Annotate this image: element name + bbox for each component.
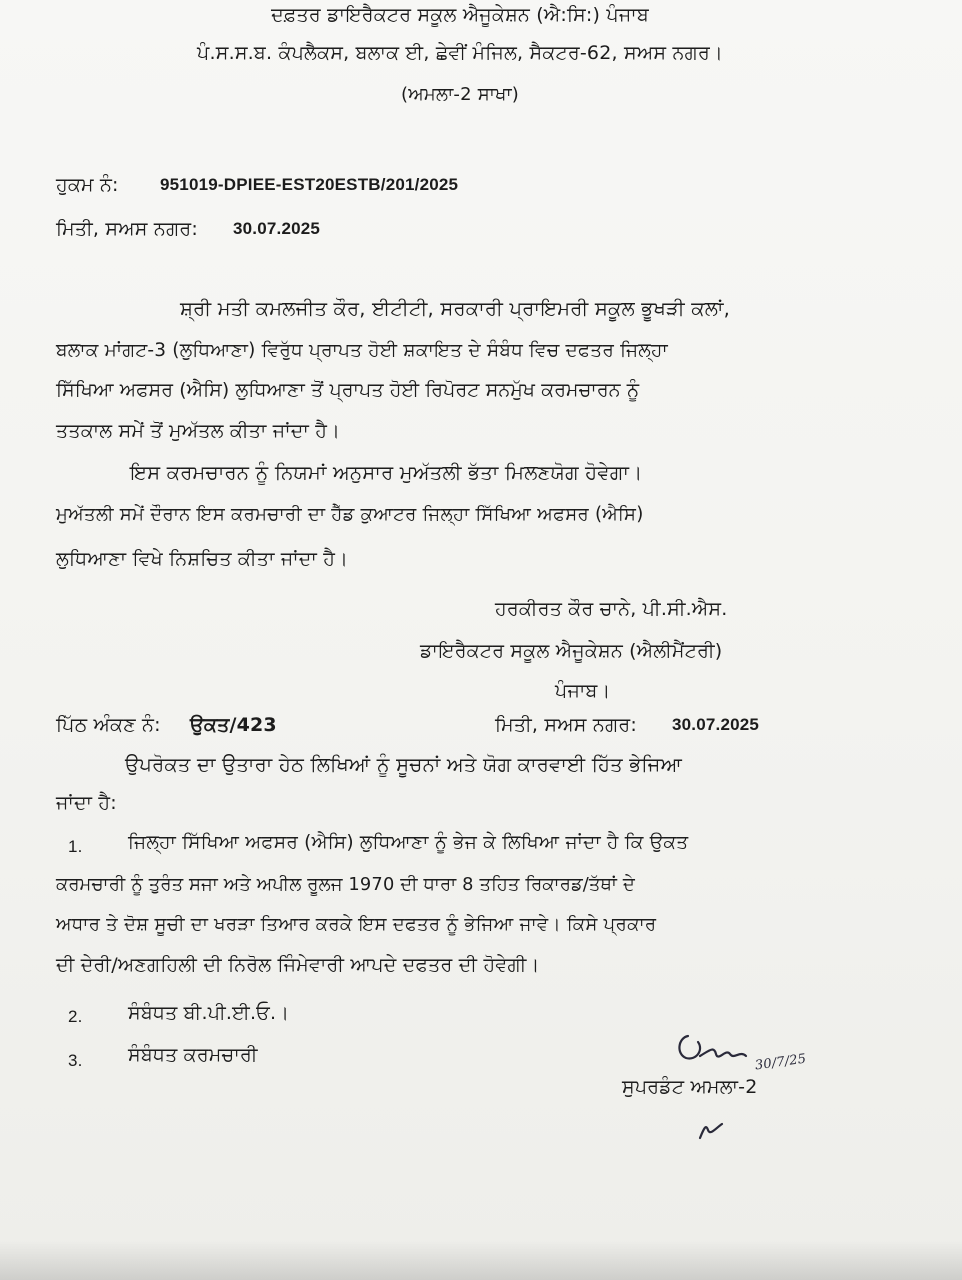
list-item-2-line-1: ਸੰਬੰਧਤ ਬੀ.ਪੀ.ਈ.ਓ.। (128, 1002, 290, 1024)
director-name: ਹਰਕੀਰਤ ਕੌਰ ਚਾਨੇ, ਪੀ.ਸੀ.ਐਸ. (495, 598, 728, 620)
endorsement-number: ਉਕਤ/423 (190, 714, 277, 736)
list-item-1-line-2: ਕਰਮਚਾਰੀ ਨੂੰ ਤੁਰੰਤ ਸਜਾ ਅਤੇ ਅਪੀਲ ਰੂਲਜ 1970 ਦੀ ਧਾਰਾ 8 ਤਹਿਤ ਰਿਕਾਰਡ/ਤੱਥਾਂ ਦੇ (56, 874, 635, 895)
para1-line-3: ਸਿੱਖਿਆ ਅਫਸਰ (ਐਸਿ) ਲੁਧਿਆਣਾ ਤੋਂ ਪ੍ਰਾਪਤ ਹੋਈ ਰਿਪੋਰਟ ਸਨਮੁੱਖ ਕਰਮਚਾਰਨ ਨੂੰ (56, 380, 640, 401)
para1-line-4: ਤਤਕਾਲ ਸਮੇਂ ਤੋਂ ਮੁਅੱਤਲ ਕੀਤਾ ਜਾਂਦਾ ਹੈ। (56, 420, 341, 442)
order-number-label: ਹੁਕਮ ਨੰ: (56, 174, 119, 196)
endorsement-intro-line-1: ਉਪਰੋਕਤ ਦਾ ਉਤਾਰਾ ਹੇਠ ਲਿਖਿਆਂ ਨੂੰ ਸੂਚਨਾਂ ਅਤੇ ਯੋਗ ਕਾਰਵਾਈ ਹਿੱਤ ਭੇਜਿਆ (125, 753, 683, 776)
order-number: 951019-DPIEE-EST20ESTB/201/2025 (160, 175, 459, 194)
list-item-number: 1. (68, 837, 83, 856)
endorsement-intro-line-2: ਜਾਂਦਾ ਹੈ: (56, 792, 117, 814)
list-item-3-line-1: ਸੰਬੰਧਤ ਕਰਮਚਾਰੀ (128, 1044, 258, 1066)
superintendent-designation: ਸੁਪਰਡੰਟ ਅਮਲਾ-2 (622, 1076, 758, 1098)
director-designation: ਡਾਇਰੈਕਟਰ ਸਕੂਲ ਐਜੂਕੇਸ਼ਨ (ਐਲੀਮੈਂਟਰੀ) (420, 640, 723, 662)
order-date: 30.07.2025 (233, 219, 321, 238)
para1-line-1: ਸ਼੍ਰੀ ਮਤੀ ਕਮਲਜੀਤ ਕੌਰ, ਈਟੀਟੀ, ਸਰਕਾਰੀ ਪ੍ਰਾਇਮਰੀ ਸਕੂਲ ਭੂਖੜੀ ਕਲਾਂ, (180, 297, 731, 320)
para2-line-2: ਮੁਅੱਤਲੀ ਸਮੇਂ ਦੌਰਾਨ ਇਸ ਕਰਮਚਾਰੀ ਦਾ ਹੈੱਡ ਕੁਆਟਰ ਜਿਲ੍ਹਾ ਸਿੱਖਿਆ ਅਫਸਰ (ਐਸਿ) (56, 504, 644, 525)
office-address: ਪੰ.ਸ.ਸ.ਬ. ਕੰਪਲੈਕਸ, ਬਲਾਕ ਈ, ਛੇਵੀਂ ਮੰਜਿਲ, ਸੈਕਟਰ-62, ਸਅਸ ਨਗਰ। (197, 42, 723, 64)
list-item-number: 3. (68, 1051, 83, 1070)
branch-name: (ਅਮਲਾ-2 ਸਾਖਾ) (400, 84, 520, 105)
endorsement-date: 30.07.2025 (672, 715, 760, 734)
superintendent-initial-date: 30/7/25 (754, 1051, 808, 1074)
director-state: ਪੰਜਾਬ। (555, 680, 611, 702)
list-item-1-line-3: ਅਧਾਰ ਤੇ ਦੋਸ਼ ਸੂਚੀ ਦਾ ਖਰੜਾ ਤਿਆਰ ਕਰਕੇ ਇਸ ਦਫਤਰ ਨੂੰ ਭੇਜਿਆ ਜਾਵੇ। ਕਿਸੇ ਪ੍ਰਕਾਰ (56, 914, 657, 935)
list-item-number: 2. (68, 1007, 83, 1026)
list-item-1-line-4: ਦੀ ਦੇਰੀ/ਅਣਗਹਿਲੀ ਦੀ ਨਿਰੋਲ ਜਿੰਮੇਵਾਰੀ ਆਪਦੇ ਦਫਤਰ ਦੀ ਹੋਵੇਗੀ। (56, 954, 540, 976)
endorsement-date-label: ਮਿਤੀ, ਸਅਸ ਨਗਰ: (495, 714, 637, 736)
para2-line-1: ਇਸ ਕਰਮਚਾਰਨ ਨੂੰ ਨਿਯਮਾਂ ਅਨੁਸਾਰ ਮੁਅੱਤਲੀ ਭੱਤਾ ਮਿਲਣਯੋਗ ਹੋਵੇਗਾ। (130, 461, 643, 484)
endorsement-number-label: ਪਿੱਠ ਅੰਕਣ ਨੰ: (56, 714, 161, 736)
page-edge-shadow (0, 1240, 962, 1280)
order-date-label: ਮਿਤੀ, ਸਅਸ ਨਗਰ: (56, 218, 198, 240)
para2-line-3: ਲੁਧਿਆਣਾ ਵਿਖੇ ਨਿਸ਼ਚਿਤ ਕੀਤਾ ਜਾਂਦਾ ਹੈ। (56, 548, 349, 570)
office-heading: ਦਫ਼ਤਰ ਡਾਇਰੈਕਟਰ ਸਕੂਲ ਐਜੂਕੇਸ਼ਨ (ਐ:ਸਿ:) ਪੰਜਾਬ (271, 4, 649, 26)
list-item-1-line-1: ਜਿਲ੍ਹਾ ਸਿੱਖਿਆ ਅਫਸਰ (ਐਸਿ) ਲੁਧਿਆਣਾ ਨੂੰ ਭੇਜ ਕੇ ਲਿਖਿਆ ਜਾਂਦਾ ਹੈ ਕਿ ਉਕਤ (128, 832, 689, 853)
para1-line-2: ਬਲਾਕ ਮਾਂਗਟ-3 (ਲੁਧਿਆਣਾ) ਵਿਰੁੱਧ ਪ੍ਰਾਪਤ ਹੋਈ ਸ਼ਕਾਇਤ ਦੇ ਸੰਬੰਧ ਵਿਚ ਦਫਤਰ ਜਿਲ੍ਹਾ (56, 340, 668, 361)
